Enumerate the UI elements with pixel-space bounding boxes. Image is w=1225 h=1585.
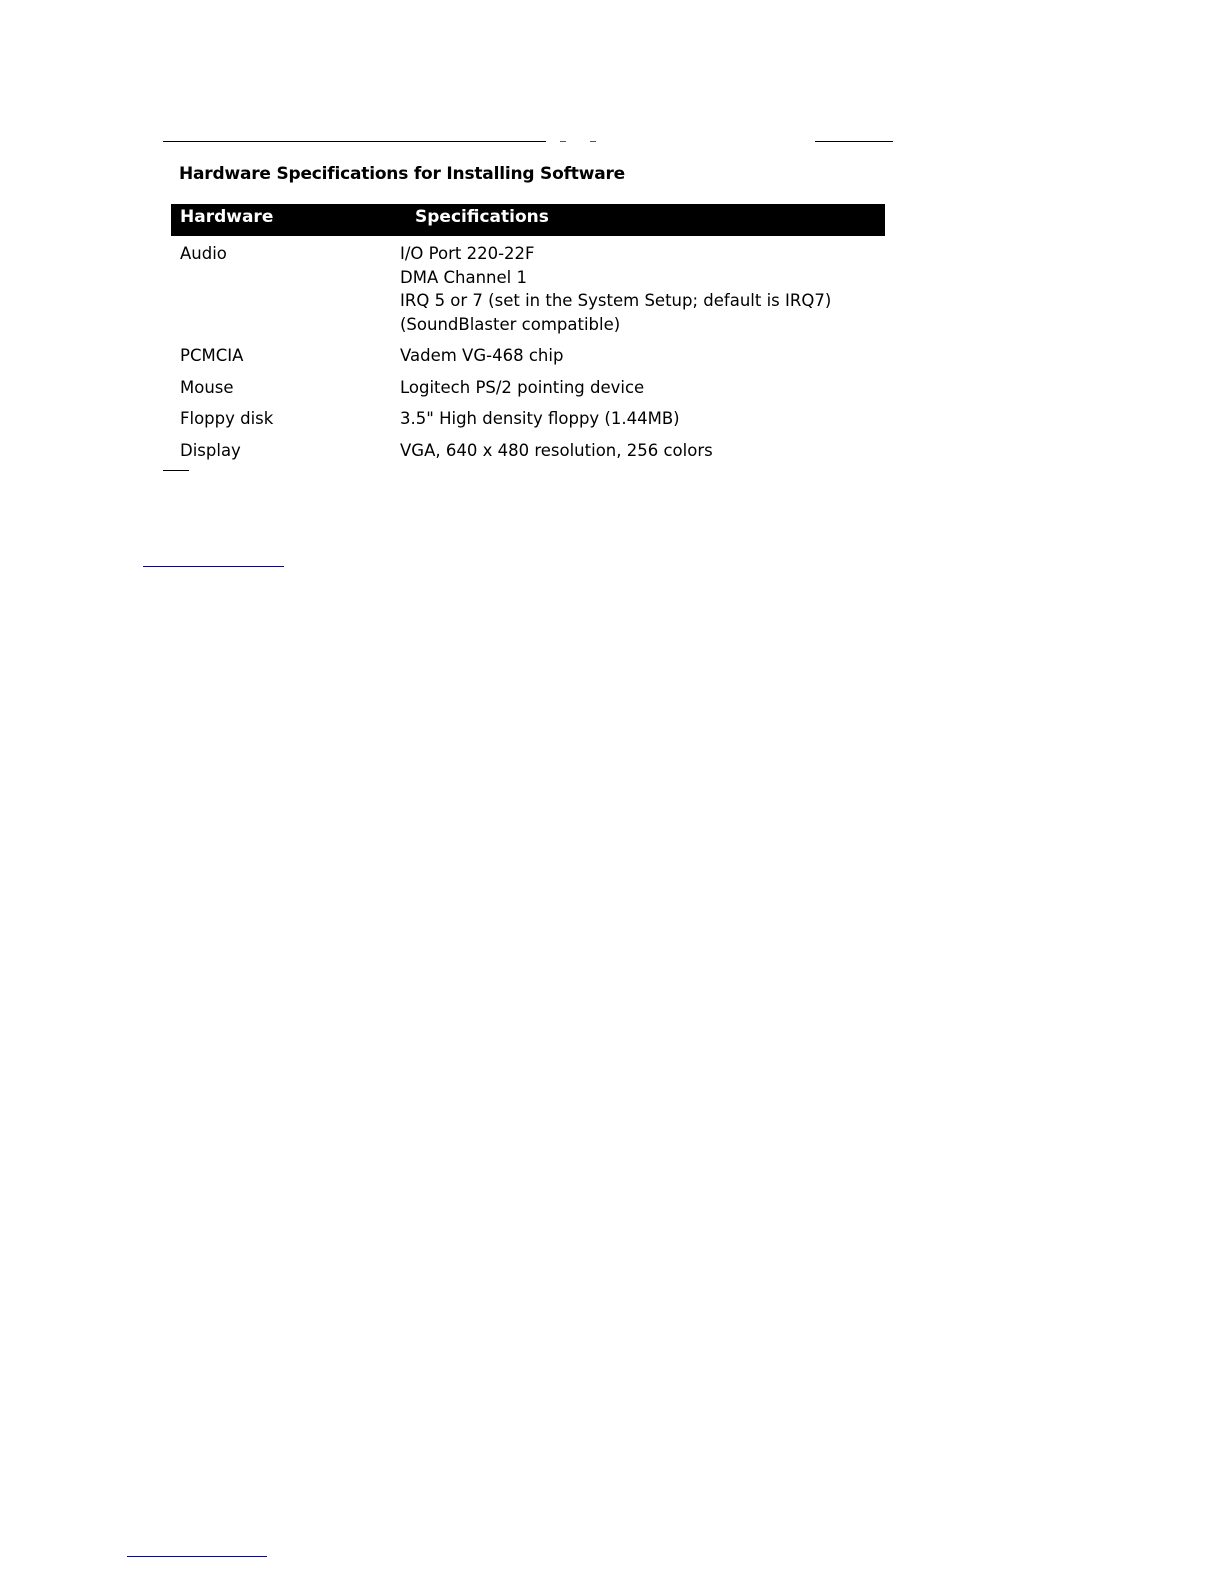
spec-line: Vadem VG-468 chip bbox=[400, 346, 564, 365]
table-row bbox=[171, 439, 885, 463]
table-row bbox=[171, 376, 885, 400]
top-rule-right bbox=[815, 141, 893, 142]
hardware-cell: Audio bbox=[180, 244, 227, 263]
hardware-cell: PCMCIA bbox=[180, 346, 244, 365]
header-hardware: Hardware bbox=[180, 207, 274, 227]
spec-line: IRQ 5 or 7 (set in the System Setup; default is IRQ7) bbox=[400, 291, 832, 310]
spec-cell bbox=[400, 376, 885, 400]
spec-cell bbox=[400, 344, 885, 368]
document-title: Hardware Specifications for Installing Software bbox=[179, 164, 625, 184]
hardware-spec-table bbox=[171, 204, 885, 462]
hardware-cell: Mouse bbox=[180, 377, 234, 397]
spec-line: VGA, 640 x 480 resolution, 256 colors bbox=[400, 440, 713, 460]
hyperlink-underline-bottom[interactable] bbox=[127, 1556, 267, 1557]
top-rule bbox=[163, 141, 546, 142]
table-header-row bbox=[171, 204, 885, 236]
table-row bbox=[171, 242, 885, 336]
header-specifications: Specifications bbox=[415, 207, 549, 227]
spec-line: 3.5" High density floppy (1.44MB) bbox=[400, 409, 680, 428]
hyperlink-underline[interactable] bbox=[143, 566, 284, 567]
top-rule-tick bbox=[560, 141, 566, 142]
spec-line: I/O Port 220-22F bbox=[400, 244, 535, 263]
table-body bbox=[171, 242, 885, 462]
hardware-cell: Display bbox=[180, 440, 241, 460]
table-row bbox=[171, 407, 885, 431]
top-rule-tick bbox=[590, 141, 596, 142]
table-row bbox=[171, 344, 885, 368]
hardware-cell: Floppy disk bbox=[180, 409, 274, 428]
spec-line: DMA Channel 1 bbox=[400, 267, 527, 287]
spec-cell bbox=[400, 439, 885, 463]
spec-cell bbox=[400, 407, 885, 431]
spec-cell bbox=[400, 242, 885, 336]
spec-line: (SoundBlaster compatible) bbox=[400, 314, 621, 334]
bottom-rule bbox=[163, 470, 189, 471]
spec-line: Logitech PS/2 pointing device bbox=[400, 377, 645, 397]
